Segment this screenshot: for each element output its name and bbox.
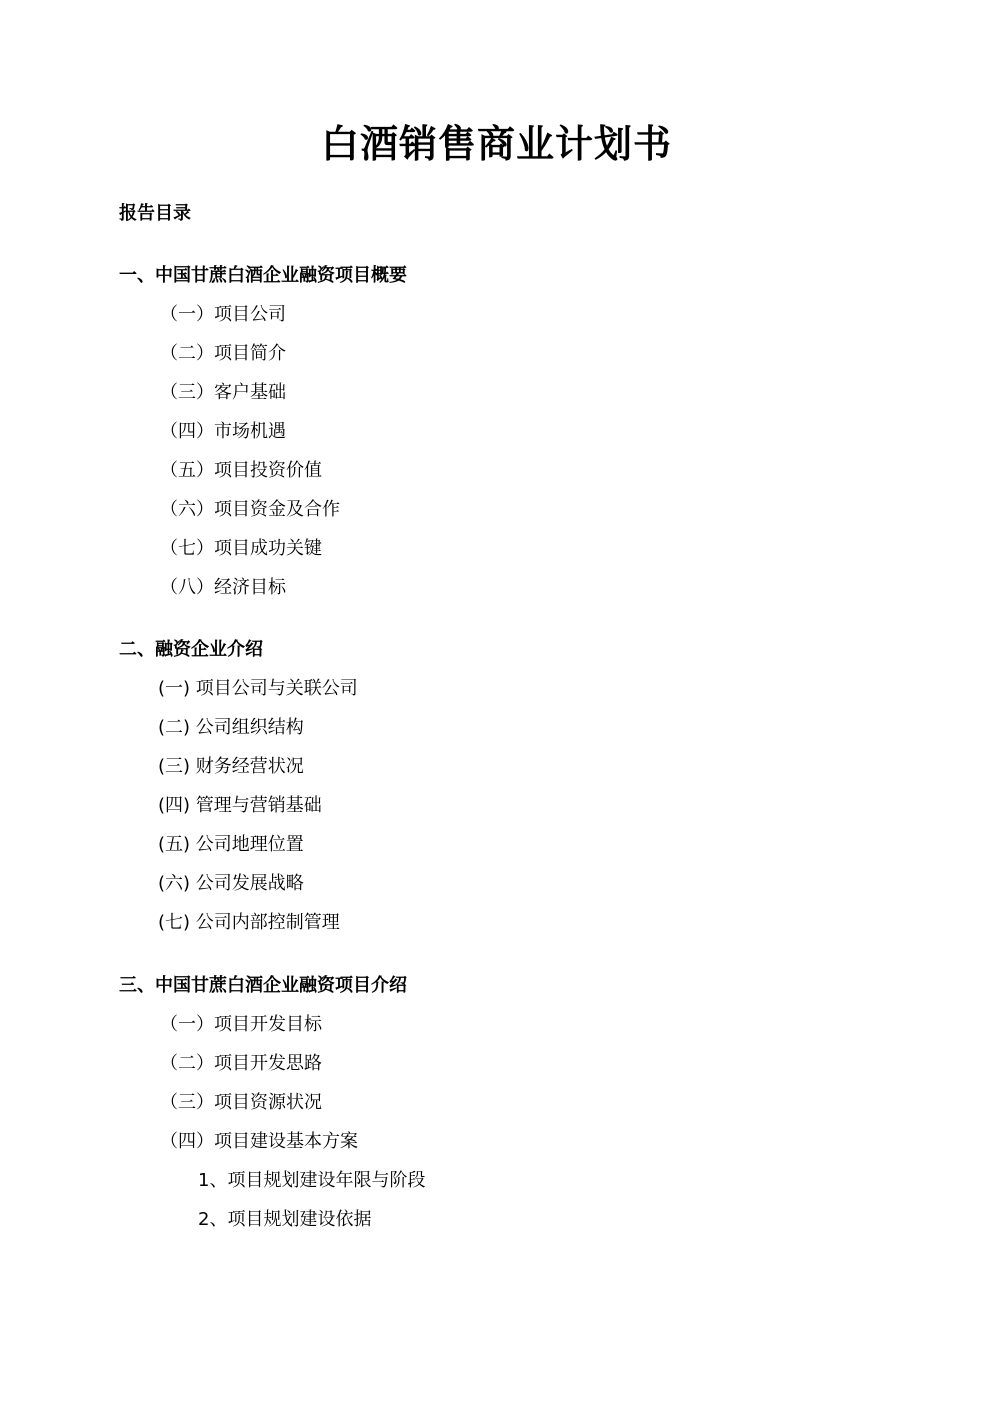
toc-item: (五) 公司地理位置 xyxy=(158,834,304,855)
toc-item: （三）客户基础 xyxy=(160,382,286,403)
section-title-3: 三、中国甘蔗白酒企业融资项目介绍 xyxy=(119,975,407,996)
toc-item: （一）项目开发目标 xyxy=(160,1014,322,1035)
toc-item: （二）项目开发思路 xyxy=(160,1053,322,1074)
section-title-1: 一、中国甘蔗白酒企业融资项目概要 xyxy=(119,265,407,286)
toc-item: (二) 公司组织结构 xyxy=(158,717,304,738)
toc-item: （八）经济目标 xyxy=(160,577,286,598)
toc-item: (一) 项目公司与关联公司 xyxy=(158,678,358,699)
toc-item: （四）市场机遇 xyxy=(160,421,286,442)
toc-item: （四）项目建设基本方案 xyxy=(160,1131,358,1152)
toc-subitem: 1、项目规划建设年限与阶段 xyxy=(198,1170,426,1191)
toc-item: （五）项目投资价值 xyxy=(160,460,322,481)
document-title: 白酒销售商业计划书 xyxy=(320,122,672,166)
toc-item: (四) 管理与营销基础 xyxy=(158,795,322,816)
toc-item: （二）项目简介 xyxy=(160,343,286,364)
toc-item: (六) 公司发展战略 xyxy=(158,873,304,894)
toc-subitem: 2、项目规划建设依据 xyxy=(198,1209,372,1230)
toc-item: （七）项目成功关键 xyxy=(160,538,322,559)
section-title-2: 二、融资企业介绍 xyxy=(119,639,263,660)
toc-item: (七) 公司内部控制管理 xyxy=(158,912,340,933)
toc-heading: 报告目录 xyxy=(119,203,191,224)
toc-item: （一）项目公司 xyxy=(160,304,286,325)
toc-item: (三) 财务经营状况 xyxy=(158,756,304,777)
toc-item: （三）项目资源状况 xyxy=(160,1092,322,1113)
toc-item: （六）项目资金及合作 xyxy=(160,499,340,520)
